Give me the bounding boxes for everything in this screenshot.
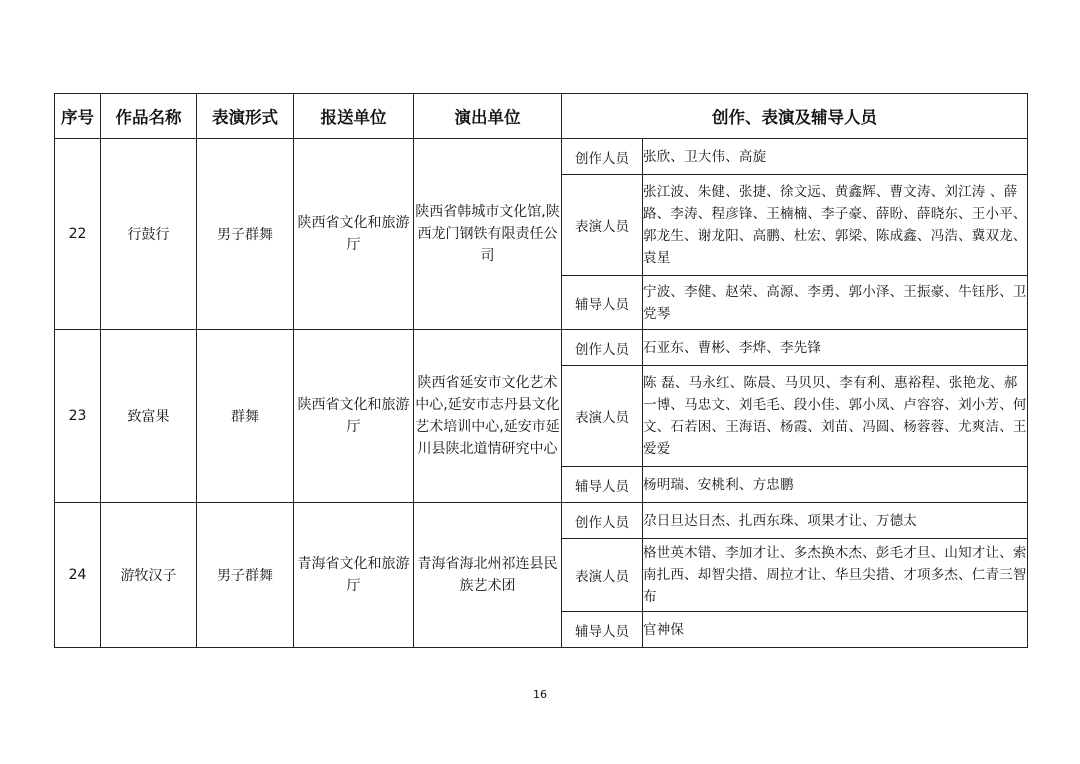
submit-unit-cell: 陕西省文化和旅游厅 [294, 139, 414, 330]
creators-cell: 石亚东、曹彬、李烨、李先锋 [643, 330, 1028, 366]
role-coach: 辅导人员 [562, 467, 643, 503]
perform-unit-cell: 青海省海北州祁连县民族艺术团 [414, 503, 562, 648]
performers-cell: 张江波、朱健、张捷、徐文远、黄鑫辉、曹文涛、刘江涛 、薛路、李涛、程彦锋、王楠楠、李子豪、薛盼、薛晓东、王小平、郭龙生、谢龙阳、高鹏、杜宏、郭梁、陈成鑫、冯浩、冀双龙、袁星 [643, 175, 1028, 276]
header-title: 作品名称 [101, 94, 197, 139]
header-staff: 创作、表演及辅导人员 [562, 94, 1028, 139]
seq-cell: 24 [55, 503, 101, 648]
seq-cell: 22 [55, 139, 101, 330]
creators-cell: 张欣、卫大伟、高旋 [643, 139, 1028, 175]
coaches-cell: 官神保 [643, 612, 1028, 648]
header-row [55, 94, 1028, 139]
submit-unit-cell: 陕西省文化和旅游厅 [294, 330, 414, 503]
role-performer: 表演人员 [562, 175, 643, 276]
creators-cell: 尕日旦达日杰、扎西东珠、项果才让、万德太 [643, 503, 1028, 539]
form-cell: 群舞 [197, 330, 294, 503]
role-coach: 辅导人员 [562, 612, 643, 648]
title-cell: 致富果 [101, 330, 197, 503]
role-performer: 表演人员 [562, 366, 643, 467]
role-coach: 辅导人员 [562, 276, 643, 330]
role-performer: 表演人员 [562, 539, 643, 612]
form-cell: 男子群舞 [197, 139, 294, 330]
role-creator: 创作人员 [562, 139, 643, 175]
title-cell: 游牧汉子 [101, 503, 197, 648]
coaches-cell: 杨明瑞、安桃利、方忠鹏 [643, 467, 1028, 503]
title-cell: 行鼓行 [101, 139, 197, 330]
header-seq: 序号 [55, 94, 101, 139]
performers-cell: 格世英木错、李加才让、多杰换木杰、彭毛才旦、山知才让、索南扎西、却智尖措、周拉才让、华旦尖措、才项多杰、仁青三智布 [643, 539, 1028, 612]
header-form: 表演形式 [197, 94, 294, 139]
perform-unit-cell: 陕西省韩城市文化馆,陕西龙门钢铁有限责任公司 [414, 139, 562, 330]
header-submit-unit: 报送单位 [294, 94, 414, 139]
submit-unit-cell: 青海省文化和旅游厅 [294, 503, 414, 648]
role-creator: 创作人员 [562, 330, 643, 366]
seq-cell: 23 [55, 330, 101, 503]
table-row [55, 139, 1028, 175]
performers-cell: 陈 磊、马永红、陈晨、马贝贝、李有利、惠裕程、张艳龙、郝一博、马忠文、刘毛毛、段小佳、郭小凤、卢容容、刘小芳、何文、石若困、王海语、杨霞、刘苗、冯圆、杨蓉蓉、尤爽洁、王爱爱 [643, 366, 1028, 467]
table-row [55, 330, 1028, 366]
role-creator: 创作人员 [562, 503, 643, 539]
coaches-cell: 宁波、李健、赵荣、高源、李勇、郭小泽、王振豪、牛钰彤、卫党琴 [643, 276, 1028, 330]
perform-unit-cell: 陕西省延安市文化艺术中心,延安市志丹县文化艺术培训中心,延安市延川县陕北道情研究中心 [414, 330, 562, 503]
registration-table [54, 93, 1028, 648]
page-number: 16 [533, 688, 547, 701]
form-cell: 男子群舞 [197, 503, 294, 648]
header-perform-unit: 演出单位 [414, 94, 562, 139]
table-row [55, 503, 1028, 539]
